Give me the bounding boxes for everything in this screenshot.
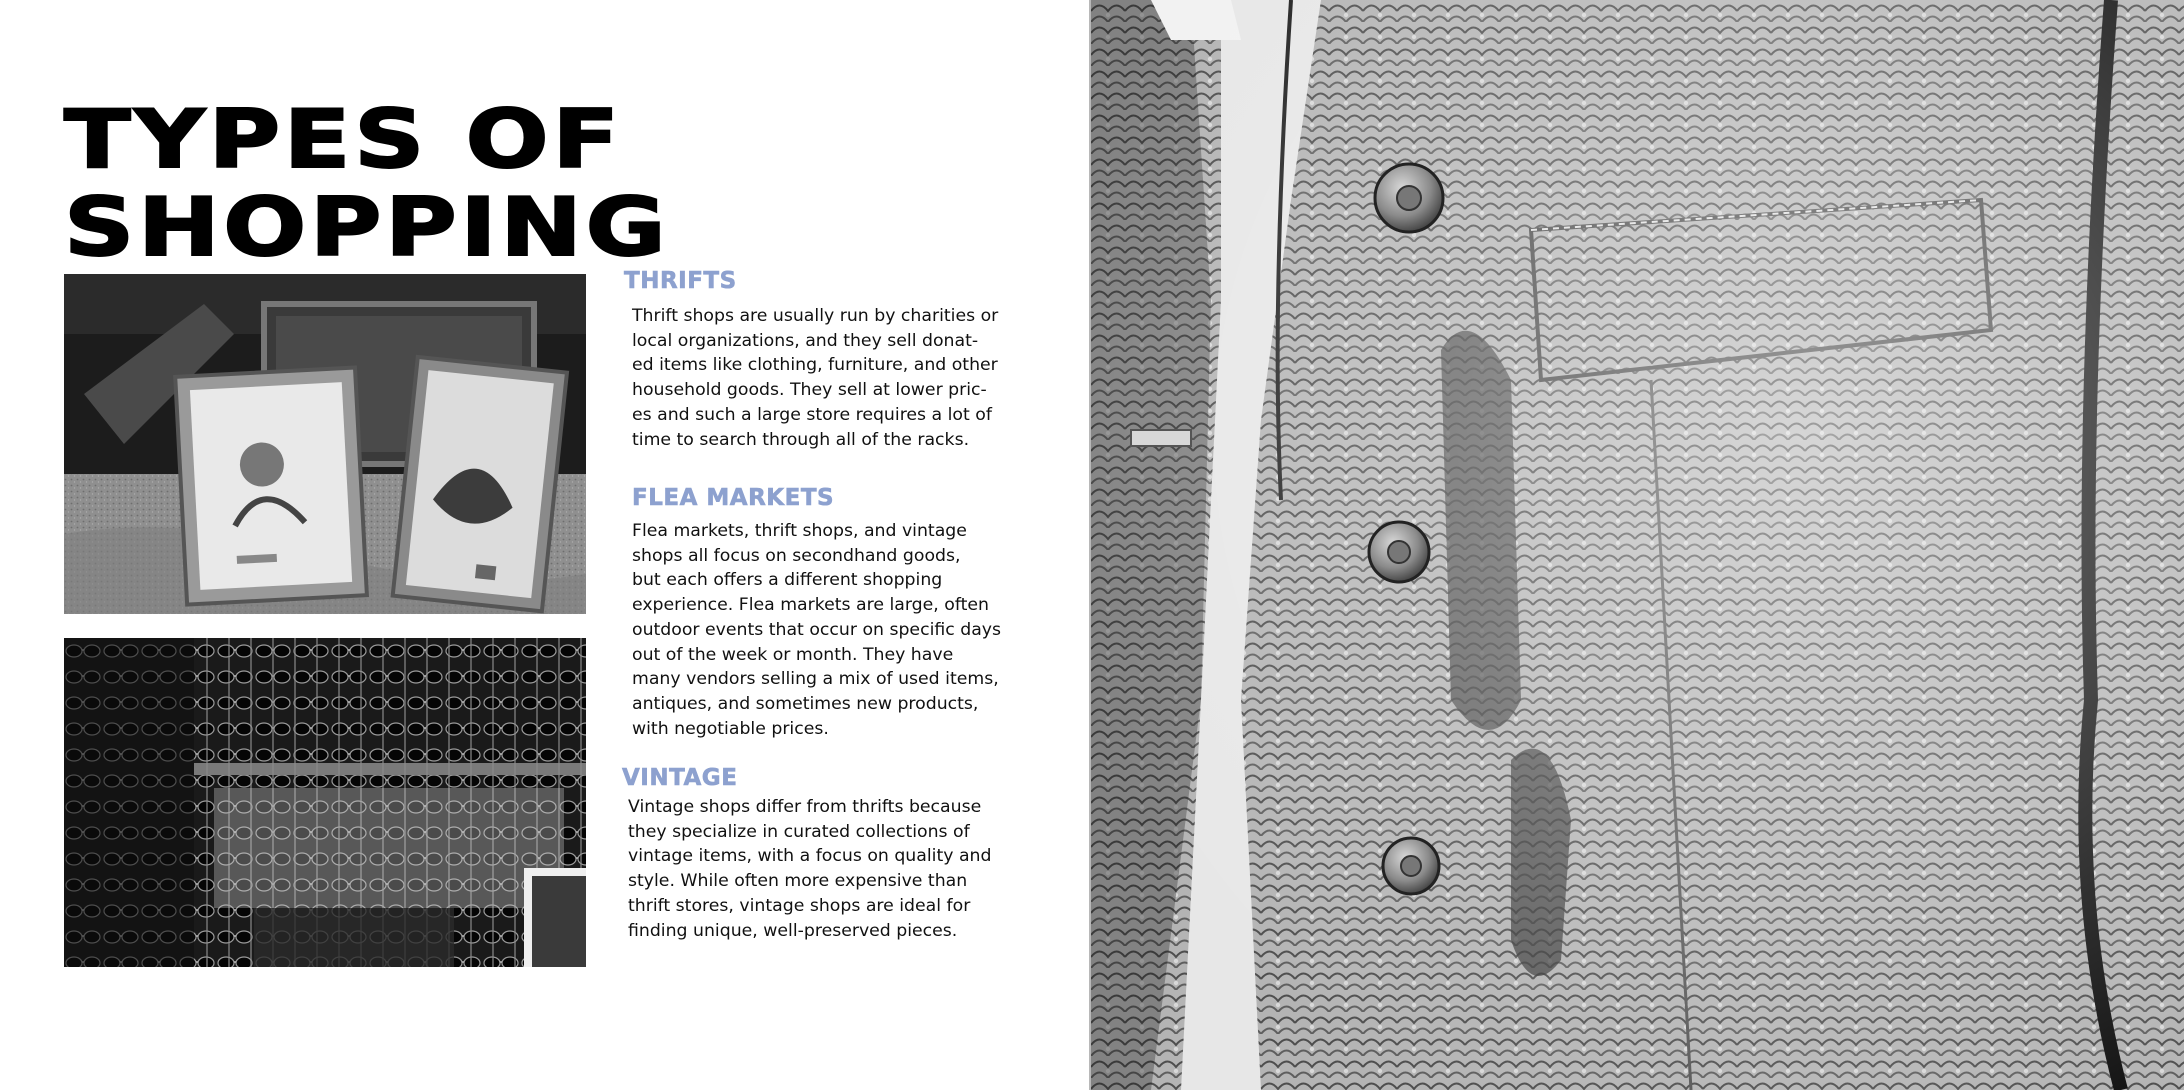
text-line: Flea markets, thrift shops, and vintage xyxy=(632,521,967,541)
text-line: experience. Flea markets are large, often xyxy=(632,595,989,616)
flea-markets-heading: FLEA MARKETS xyxy=(632,485,835,511)
text-line: Thrift shops are usually run by charities or xyxy=(632,306,999,326)
photo-snakeskin-jacket xyxy=(1091,0,2184,1090)
thrifts-heading: THRIFTS xyxy=(624,268,737,294)
text-line: vintage items, with a focus on quality and xyxy=(628,846,992,867)
jacket-button xyxy=(1369,522,1429,582)
text-line: but each offers a different shopping xyxy=(632,570,943,591)
text-line: with negotiable prices. xyxy=(632,718,829,739)
text-line: local organizations, and they sell donat- xyxy=(632,330,979,351)
text-line: household goods. They sell at lower pric- xyxy=(632,380,987,401)
text-line: many vendors selling a mix of used items, xyxy=(632,669,999,690)
page-title: TYPES OF SHOPPING xyxy=(64,93,670,274)
flea-markets-text xyxy=(632,519,1002,741)
text-line: outdoor events that occur on specific days xyxy=(632,619,1002,640)
thrifts-text xyxy=(632,304,1002,452)
text-line: style. While often more expensive than xyxy=(628,871,968,892)
text-line: es and such a large store requires a lot of xyxy=(632,404,992,425)
jacket-button xyxy=(1375,164,1443,232)
text-line: finding unique, well-preserved pieces. xyxy=(628,920,958,941)
text-line: shops all focus on secondhand goods, xyxy=(632,545,961,566)
text-line: ed items like clothing, furniture, and other xyxy=(632,355,998,376)
text-line: Vintage shops differ from thrifts because xyxy=(628,797,982,817)
left-page xyxy=(0,0,1089,1090)
text-line: time to search through all of the racks. xyxy=(632,429,970,450)
text-line: antiques, and sometimes new products, xyxy=(632,693,979,714)
text-line: out of the week or month. They have xyxy=(632,644,954,665)
vintage-heading: VINTAGE xyxy=(622,765,738,791)
text-line: thrift stores, vintage shops are ideal for xyxy=(628,895,971,916)
vintage-text xyxy=(628,795,998,943)
text-line: they specialize in curated collections of xyxy=(628,821,970,842)
photo-sunglasses-racks xyxy=(64,638,586,967)
photo-framed-artwork xyxy=(64,274,586,614)
jacket-button xyxy=(1383,838,1439,894)
